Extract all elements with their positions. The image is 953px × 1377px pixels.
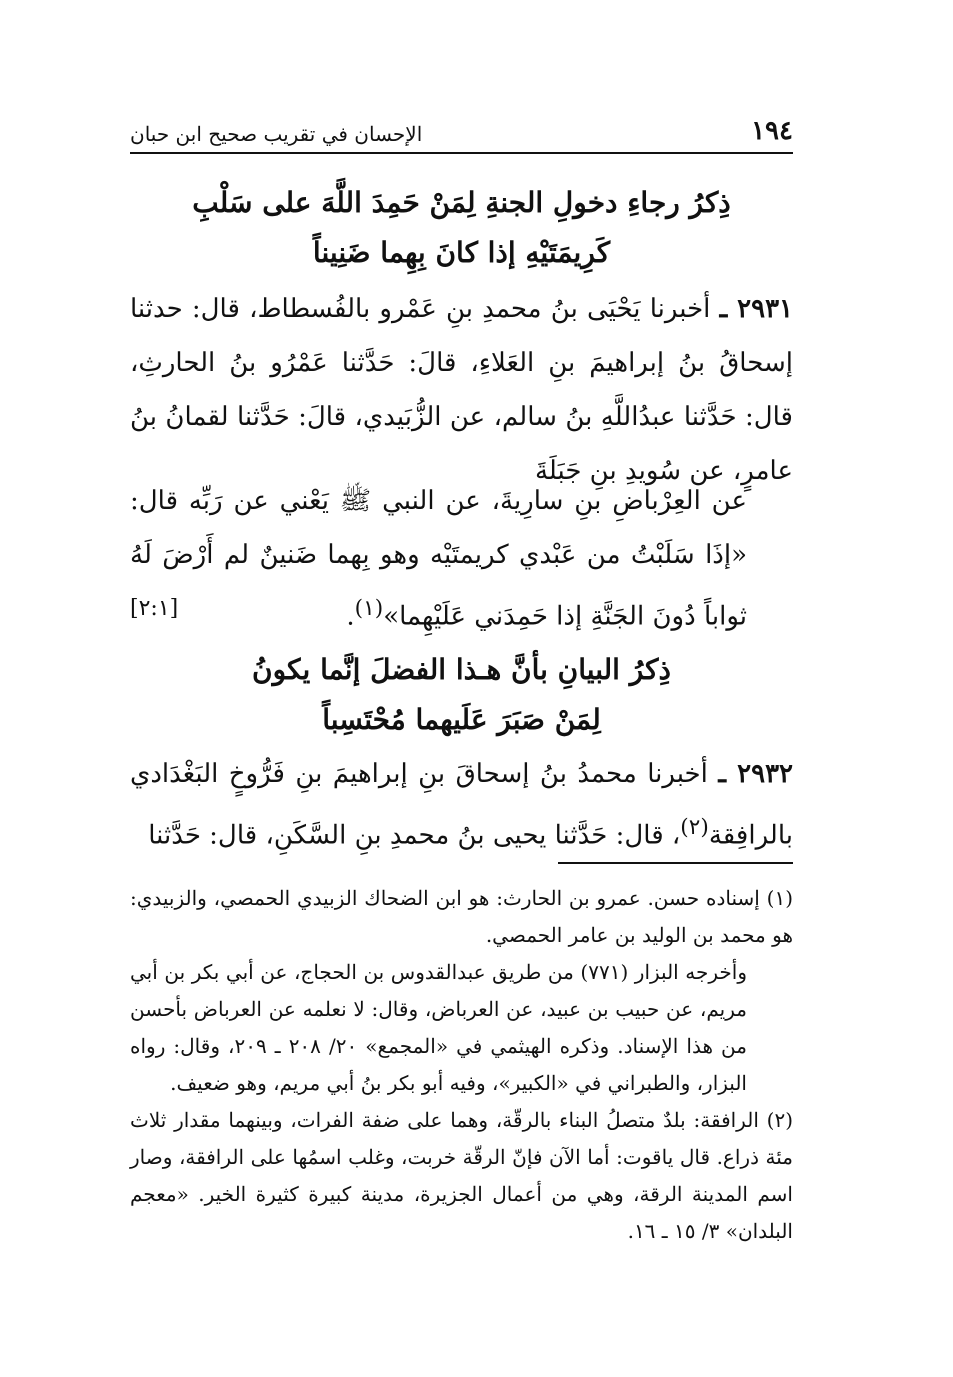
hadith-2932-text-b: ، قال: حَدَّثنا يحيى بنُ محمدِ بنِ السَّكَنِ، قال: حَدَّثنا	[148, 820, 681, 851]
footnote-1-text-2: وأخرجه البزار (٧٧١) من طريق عبدالقدوس بن الحجاج، عن أبي بكر بن أبي مريم، عن حبيب بن عبيد، عن العرباض، وقال: لا نعلمه عن العرباض بأحسن من هذا الإسناد. وذكره الهيثمي في «المجمع» ٢٠/ ٢٠٨ ـ ٢٠٩، وقال: رواه البزار، والطبراني في «الكبير»، وفيه أبو بكر بنُ أبي مريم، وهو ضعيف.	[130, 960, 747, 1095]
footnote-1-label: (١)	[766, 886, 793, 910]
heading-2-line-1: ذِكرُ البيانِ بأنَّ هـذا الفضلَ إنَّما يكونُ	[252, 653, 671, 686]
heading-1-line-2: كَرِيمَتَيْهِ إذا كانَ بِهِما ضَنِيناً	[312, 236, 611, 269]
running-title: الإحسان في تقريب صحيح ابن حبان	[130, 122, 423, 146]
footnote-2-label: (٢)	[766, 1108, 793, 1132]
footnote-separator	[558, 862, 793, 864]
hadith-number-2931: ٢٩٣١ ـ	[719, 294, 794, 324]
footnote-1-text: إسناده حسن. عمرو بن الحارث: هو ابن الضحاك الزبيدي الحمصي، والزبيدي: هو محمد بن الوليد بن عامر الحمصي.	[130, 886, 793, 947]
footnote-1-continuation	[130, 954, 793, 1102]
heading-2-line-2: لِمَنْ صَبَرَ عَلَيهما مُحْتَسِباً	[322, 703, 601, 736]
footnote-2	[130, 1102, 793, 1250]
footnotes	[130, 880, 793, 1250]
page-header	[130, 110, 793, 154]
chapter-heading-2	[130, 645, 793, 745]
page-number: ١٩٤	[751, 116, 793, 146]
hadith-number-2932: ٢٩٣٢ ـ	[718, 759, 794, 789]
hadith-2931-isnad	[130, 282, 793, 498]
hadith-2932-text-a: أخبرنا محمدُ بنُ إسحاقَ بنِ إبراهيمَ بنِ فَرُّوخٍ البَغْدَادي بالرافِقة	[130, 759, 793, 851]
footnote-marker-2[interactable]: (٢)	[680, 815, 709, 840]
chapter-heading-1	[130, 178, 793, 278]
hadith-2932	[130, 747, 793, 863]
footnote-2-text: الرافقة: بلدٌ متصلُ البناء بالرقّة، وهما على ضفة الفرات، وبينهما مقدار ثلاث مئة ذراع. قال ياقوت: أما الآن فإنّ الرقّة خربت، وغلب اسمُها على الرافقة، وصار اسم المدينة الرقة، وهي من أعمال الجزيرة، مدينة كبيرة كثيرة الخير. «معجم البلدان» ٣/ ١٥ ـ ١٦.	[130, 1108, 793, 1243]
hadith-reference: [٢:١]	[130, 596, 179, 621]
hadith-2931-matn-text: عن العِرْباضِ بنِ سارِيةَ، عن النبي ﷺ يَعْني عن رَبِّه قال: «إذَا سَلَبْتُ من عَبْدي كريمتَيْه وهو بِهما ضَنينٌ لم أَرْضَ لَهُ ثواباً دُونَ الجَنَّةِ إذا حَمِدَني عَلَيْهِما»	[130, 486, 747, 632]
footnote-1	[130, 880, 793, 954]
hadith-2931-matn: عن العِرْباضِ بنِ سارِيةَ، عن النبي ﷺ يَعْني عن رَبِّه قال: «إذَا سَلَبْتُ من عَبْدي كريمتَيْه وهو بِهما ضَنينٌ لم أَرْضَ لَهُ ثواباً دُونَ الجَنَّةِ إذا حَمِدَني عَلَيْهِما»$^{(١)}$. [٢:١]	[130, 474, 793, 644]
footnote-marker-1[interactable]: (١)	[354, 596, 384, 621]
hadith-2931-isnad-text: أخبرنا يَحْيَى بنُ محمدِ بنِ عَمْرو بالفُسطاط، قال: حدثنا إسحاقُ بنُ إبراهيمَ بنِ العَلاءِ، قالَ: حَدَّثنا عَمْرُو بنُ الحارثِ، قال: حَدَّثنا عبدُاللَّهِ بنُ سالم، عن الزُّبَيدي، قالَ: حَدَّثنا لقمانُ بنُ عامرٍ، عن سُويدِ بنِ جَبَلَةَ	[130, 294, 793, 486]
heading-1-line-1: ذِكرُ رجاءِ دخولِ الجنةِ لِمَنْ حَمِدَ اللَّهَ على سَلْبِ	[192, 186, 731, 219]
